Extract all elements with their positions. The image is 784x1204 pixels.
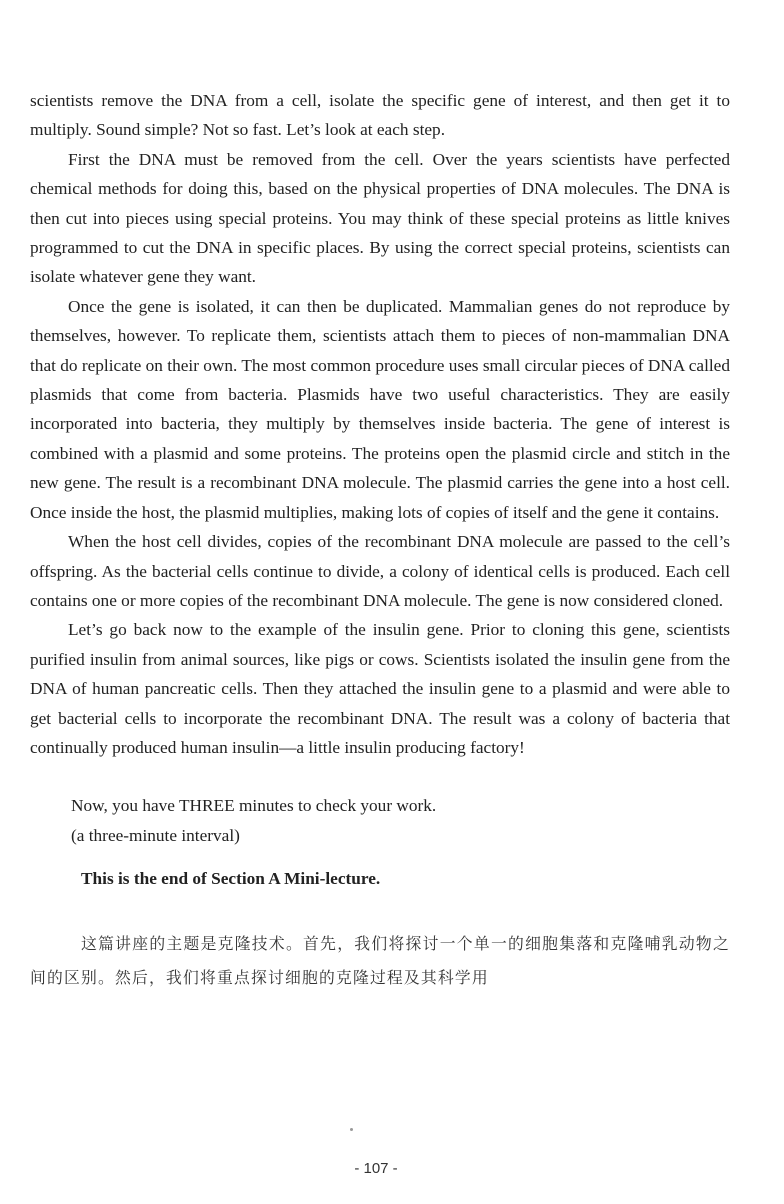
page-content [30, 86, 730, 995]
interval-note: (a three-minute interval) [71, 825, 240, 845]
paragraph-host-cell-division: When the host cell divides, copies of the recombinant DNA molecule are passed to the cell’s offspring. As the bacterial cells continue to divide, a colony of identical cells is produced. Each cell contains one or more copies of the recombinant DNA molecule. The gene is now considered cloned. [30, 532, 730, 610]
chinese-summary: 这篇讲座的主题是克隆技术。首先，我们将探讨一个单一的细胞集落和克隆哺乳动物之间的区别。然后，我们将重点探讨细胞的克隆过程及其科学用 [30, 933, 730, 987]
section-end-heading: This is the end of Section A Mini-lecture. [81, 869, 381, 889]
paragraph-insulin-example: Let’s go back now to the example of the insulin gene. Prior to cloning this gene, scientists purified insulin from animal sources, like pigs or cows. Scientists isolated the insulin gene from the DNA of human pancreatic cells. Then they attached the insulin gene to a plasmid and were able to get bacterial cells to incorporate the recombinant DNA. The result was a colony of bacteria that continually produced human insulin—a little insulin producing factory! [30, 620, 730, 757]
paragraph-intro: scientists remove the DNA from a cell, isolate the specific gene of interest, and then get it to multiply. Sound simple? Not so fast. Let’s look at each step. [30, 91, 730, 140]
footer-dot [350, 1128, 353, 1131]
paragraph-dna-removal: First the DNA must be removed from the cell. Over the years scientists have perfected chemical methods for doing this, based on the physical properties of DNA molecules. The DNA is then cut into pieces using special proteins. You may think of these special proteins as little knives programmed to cut the DNA in specific places. By using the correct special proteins, scientists can isolate whatever gene they want. [30, 149, 730, 287]
paragraph-gene-duplication: Once the gene is isolated, it can then be duplicated. Mammalian genes do not reproduce by themselves, however. To replicate them, scientists attach them to pieces of non-mammalian DNA that do replicate on their own. The most common procedure uses small circular pieces of DNA called plasmids that come from bacteria. Plasmids have two useful characteristics. They are easily incorporated into bacteria, they multiply by themselves inside bacteria. The gene of interest is combined with a plasmid and some proteins. The proteins open the plasmid circle and stitch in the new gene. The result is a recombinant DNA molecule. The plasmid carries the gene into a host cell. Once inside the host, the plasmid multiplies, making lots of copies of itself and the gene it contains. [30, 296, 730, 522]
check-work-note: Now, you have THREE minutes to check your work. [71, 796, 437, 816]
page-number: - 107 - [354, 1160, 398, 1177]
